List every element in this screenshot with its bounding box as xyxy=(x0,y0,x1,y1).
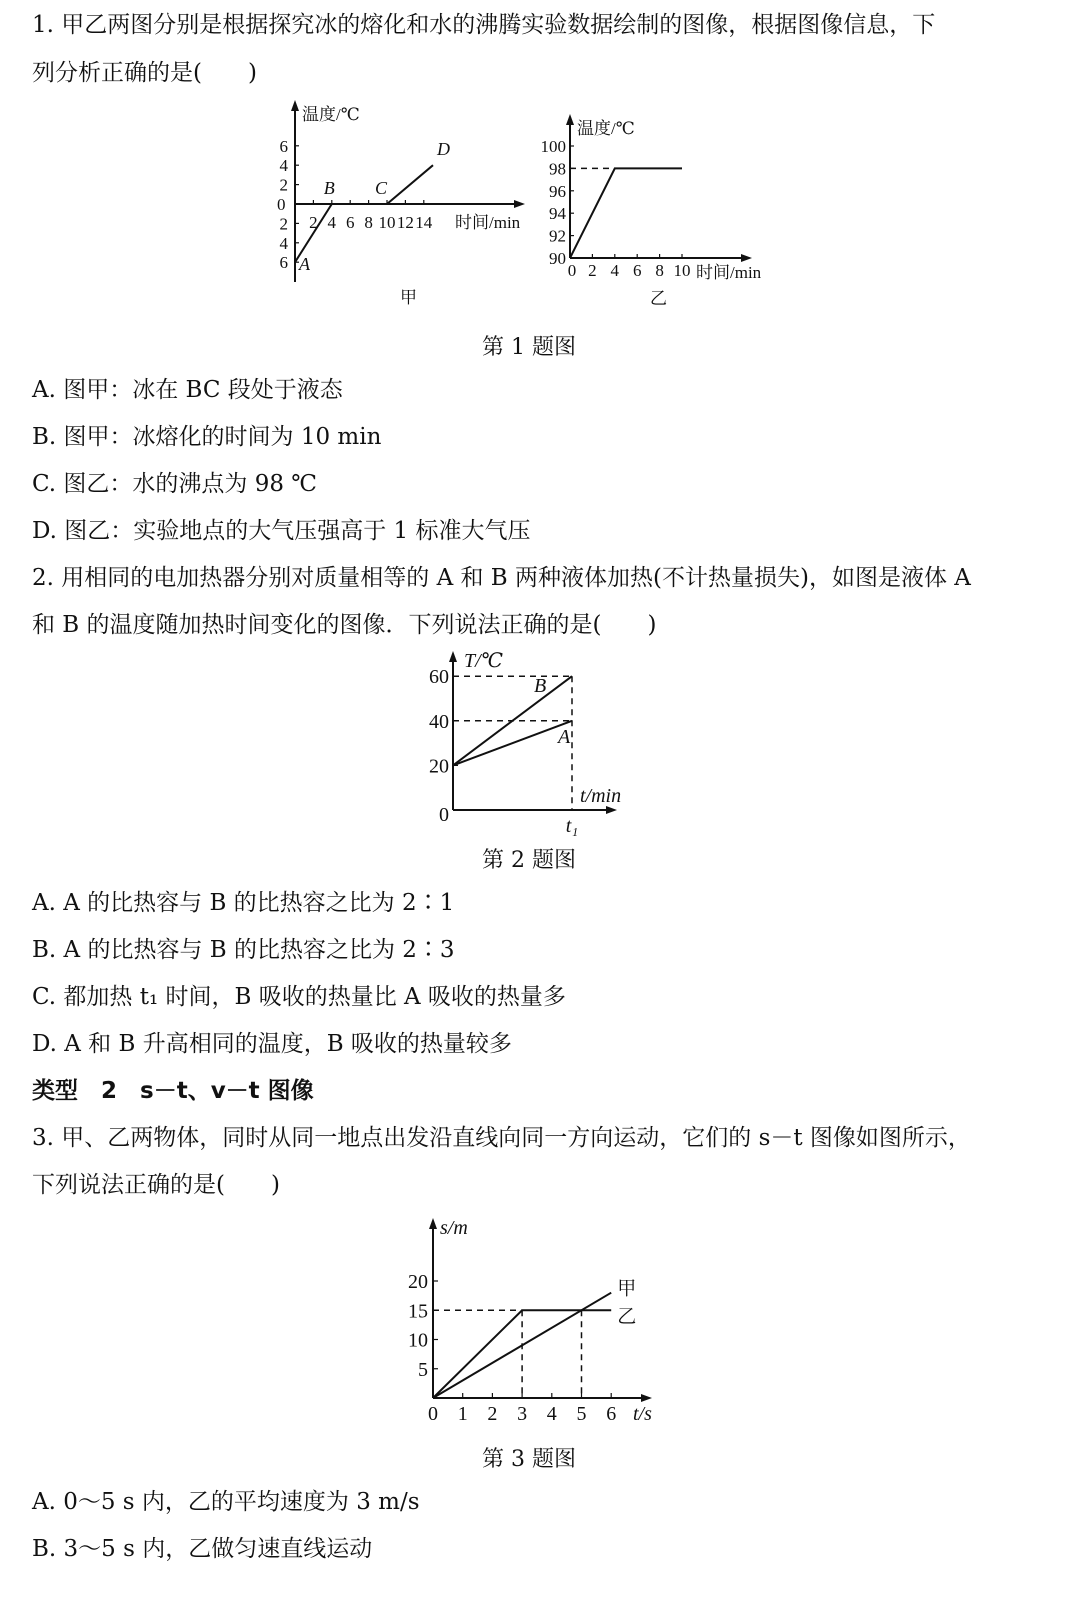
fig3-xtick-label: 4 xyxy=(546,1403,557,1425)
q1-stem-line2: 列分析正确的是( ) xyxy=(32,60,257,86)
fig1-yi-ytick-label: 94 xyxy=(549,204,566,224)
fig1-jia-ytick-label: 6 xyxy=(279,253,288,273)
fig2-ytick-label: 60 xyxy=(429,666,449,689)
fig1-yi-xtick-label: 0 xyxy=(567,261,577,280)
fig1-jia-xtick-label: 14 xyxy=(415,213,433,232)
q1-option-c: C. 图乙：水的沸点为 98 ℃ xyxy=(32,471,318,497)
fig1-yi-ytick-label: 98 xyxy=(549,159,566,179)
fig3-xtick-label: 1 xyxy=(457,1403,468,1425)
fig1-yi-xtick-label: 6 xyxy=(632,261,642,280)
fig1-jia-ytick-label: 2 xyxy=(279,214,288,234)
q3-option-b: B. 3～5 s 内，乙做匀速直线运动 xyxy=(32,1536,373,1562)
fig3-ytick-label: 15 xyxy=(408,1300,428,1323)
q1-option-b: B. 图甲：冰熔化的时间为 10 min xyxy=(32,424,382,450)
fig1-jia-point-A: A xyxy=(299,254,310,275)
fig3-series-label: 甲 xyxy=(617,1278,637,1300)
fig3-xtick-label: 5 xyxy=(576,1403,587,1425)
fig2-series-label: A xyxy=(558,725,571,748)
q2-caption: 第 2 题图 xyxy=(482,848,576,873)
fig1-jia-chart xyxy=(260,98,560,318)
fig1-jia-xtick-label: 2 xyxy=(309,213,318,232)
fig3-ylabel: s/m xyxy=(440,1217,468,1239)
fig1-jia-xtick-label: 12 xyxy=(396,213,414,232)
fig1-jia-xtick-label: 4 xyxy=(327,213,337,232)
fig1-jia-ytick-label: 2 xyxy=(279,175,288,195)
fig1-jia-ylabel: 温度/℃ xyxy=(302,105,360,124)
q1-stem-line1: 1. 甲乙两图分别是根据探究冰的熔化和水的沸腾实验数据绘制的图像，根据图像信息，下 xyxy=(32,12,936,38)
q1-option-d: D. 图乙：实验地点的大气压强高于 1 标准大气压 xyxy=(32,518,531,544)
fig1-yi-xtick-label: 8 xyxy=(655,261,664,280)
fig2-xlabel: t/min xyxy=(580,785,622,807)
fig3-ytick-label: 10 xyxy=(408,1329,428,1352)
fig3-xtick-label: 6 xyxy=(606,1403,617,1425)
q3-option-a: A. 0～5 s 内，乙的平均速度为 3 m/s xyxy=(32,1489,420,1515)
fig3-series-label: 乙 xyxy=(617,1306,637,1328)
fig1-jia-xtick-label: 10 xyxy=(378,213,396,232)
fig3-ytick-label: 20 xyxy=(408,1271,428,1293)
fig1-yi-xtick-label: 10 xyxy=(673,261,691,280)
q1-caption: 第 1 题图 xyxy=(482,335,576,360)
fig3-xlabel: t/s xyxy=(633,1403,652,1425)
fig1-yi-xlabel: 时间/min xyxy=(696,263,762,282)
fig3-chart xyxy=(395,1210,675,1430)
fig1-jia-xlabel: 时间/min xyxy=(455,213,521,232)
fig1-yi-xtick-label: 2 xyxy=(588,261,597,280)
fig1-yi-title: 乙 xyxy=(650,289,667,308)
fig1-jia-title: 甲 xyxy=(400,288,417,307)
fig3-xtick-label: 2 xyxy=(487,1403,498,1425)
fig1-yi-ytick-label: 90 xyxy=(549,249,566,268)
fig3-ytick-label: 5 xyxy=(418,1358,428,1381)
q2-stem-line2: 和 B 的温度随加热时间变化的图像．下列说法正确的是( ) xyxy=(32,612,657,638)
q1-option-a: A. 图甲：冰在 BC 段处于液态 xyxy=(32,377,343,403)
fig1-yi-xtick-label: 4 xyxy=(610,261,620,280)
fig1-yi-ytick-label: 92 xyxy=(549,226,566,246)
fig2-series-line-A xyxy=(453,721,572,766)
fig1-jia-ytick-label: 4 xyxy=(279,156,288,176)
q2-stem-line1: 2. 用相同的电加热器分别对质量相等的 A 和 B 两种液体加热(不计热量损失)，如图是液体 A xyxy=(32,565,971,591)
q2-option-b: B. A 的比热容与 B 的比热容之比为 2∶3 xyxy=(32,937,455,963)
fig1-jia-point-C: C xyxy=(375,178,388,198)
q3-stem-line1: 3. 甲、乙两物体，同时从同一地点出发沿直线向同一方向运动，它们的 s－t 图像如图所示， xyxy=(32,1125,971,1151)
fig1-jia-ytick-label: 6 xyxy=(279,136,288,156)
fig1-yi-ylabel: 温度/℃ xyxy=(577,119,635,138)
fig1-yi-ytick-label: 96 xyxy=(549,181,566,201)
fig2-xtick-label: t₁ xyxy=(565,815,579,837)
q3-stem-line2: 下列说法正确的是( ) xyxy=(32,1172,280,1198)
q3-caption: 第 3 题图 xyxy=(482,1447,576,1472)
fig1-jia-ytick-label: 4 xyxy=(279,233,288,253)
fig1-jia-xtick-label: 6 xyxy=(345,213,355,232)
fig1-jia-zero: 0 xyxy=(277,195,286,214)
fig3-xtick-label: 3 xyxy=(517,1403,528,1425)
fig2-chart xyxy=(400,645,660,840)
fig1-jia-xtick-label: 8 xyxy=(364,213,373,232)
fig1-yi-series-line xyxy=(570,168,682,258)
fig1-yi-ytick-label: 100 xyxy=(540,137,566,156)
fig2-ylabel: T/℃ xyxy=(464,650,504,672)
fig3-xtick-label: 0 xyxy=(428,1403,438,1425)
fig1-yi-chart xyxy=(530,110,790,310)
fig2-ytick-label: 20 xyxy=(429,755,449,778)
q2-option-a: A. A 的比热容与 B 的比热容之比为 2∶1 xyxy=(32,890,455,916)
q2-option-c: C. 都加热 t₁ 时间，B 吸收的热量比 A 吸收的热量多 xyxy=(32,984,566,1010)
fig2-series-label: B xyxy=(534,675,547,698)
fig2-ytick-label: 0 xyxy=(439,804,449,826)
section-title: 类型 2 s－t、v－t 图像 xyxy=(32,1078,314,1104)
fig1-jia-point-D: D xyxy=(437,139,450,160)
fig1-jia-point-B: B xyxy=(323,178,335,198)
fig2-ytick-label: 40 xyxy=(429,710,449,733)
q2-option-d: D. A 和 B 升高相同的温度，B 吸收的热量较多 xyxy=(32,1031,512,1057)
